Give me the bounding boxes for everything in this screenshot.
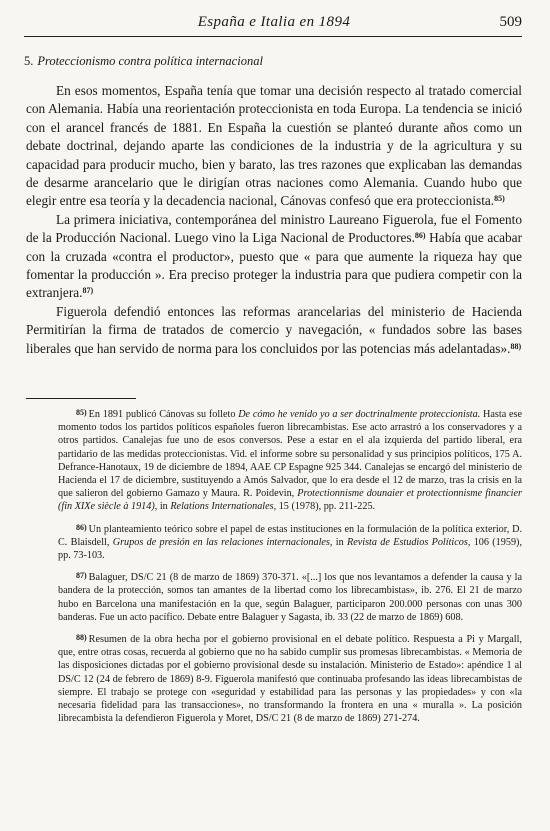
footnote [58,406,522,514]
footnote-text: in [157,501,171,513]
running-title: España e Italia en 1894 [197,14,351,30]
section-title: Proteccionismo contra política internacional [37,54,263,68]
body-text [26,82,522,358]
footnote [58,521,522,563]
note-ref: 86) [414,231,426,241]
footnote-number: 86) [76,522,87,532]
footnote-text: Balaguer, DS/C 21 (8 de marzo de 1869) 370-371. «[...] los que nos levantamos a defender la causa y la bandera de la protección, somos tan amantes de la libertad como los librecambistas», ib. 276. El 21 de marzo hubo en Barcelona una manifestación en la que, según Balaguer, participaron 200.000 personas con unas 300 banderas. Fue un acto pacífico. Debate entre Balaguer y Sagasta, ib. 33 (22 de marzo de 1869) 608. [58,572,522,623]
footnote-italic: Revista de Estudios Políticos, [347,536,471,548]
footnote-italic: Grupos de presión en las relaciones internacionales, [112,536,333,548]
header-rule [24,36,522,37]
footnote-text: En 1891 publicó Cánovas su folleto [88,409,239,420]
note-ref: 88) [510,341,522,351]
section-heading [24,54,263,69]
footnote-text: 15 (1978), pp. 211-225. [276,501,376,513]
footnote-italic: Protectionnisme dounaier et protectionnisme financier (fin XIXe siècle à 1914), [58,488,522,513]
footnote-italic: Relations Internationales, [170,501,277,513]
footnote-rule [26,398,136,399]
note-ref: 85) [494,194,505,204]
paragraph-text: Había que acabar con la cruzada «contra el productor», puesto que « para que aumente la riqueza hay que fomentar la producción ». Era preciso proteger la industria para que pudiera competir con la extranjera. [26,230,523,301]
footnote-text: Resumen de la obra hecha por el gobierno provisional en el debate político. Respuesta a Pi y Margall, que, entre otras cosas, recuerda al gobierno que no ha sabido cumplir sus promesas librecambistas. « Memoria de las disposiciones dictadas por el gobierno provisional desde su instalación. Ministerio de Estado»: apéndice 1 al DS/C 12 (24 de febrero de 1869) 8-9. Figuerola manifestó que continuaba profesando las ideas librecambistas de siempre. El trabajo se protege con «seguridad y estabilidad para las personas y las propiedades» y con «la necesaria fidelidad para las transacciones», no transformando la frontera en una « muralla ». La posición librecambista la defendieron Figuerola y Moret, DS/C 21 (8 de marzo de 1869) 271-274. [58,634,522,725]
paragraph-text: Figuerola defendió entonces las reformas arancelarias del ministerio de Hacienda Permitirían la firma de tratados de comercio y navegación, « fundados sobre las bases liberales que han servido de norma para los concluidos por las potencias más adelantadas». [26,303,522,356]
paragraph [26,211,522,303]
footnote-number: 85) [76,408,87,417]
footnote [58,631,522,725]
footnote-italic: De cómo he venido yo a ser doctrinalmente proteccionista. [238,409,481,420]
paragraph-text: La primera iniciativa, contemporánea del ministro Laureano Figuerola, fue el Fomento de la Producción Nacional. Luego vino la Liga Nacional de Productores. [26,211,522,246]
footnote-text: Hasta ese momento todos los partidos políticos españoles fueron librecambistas. Ese acto arrastró a los conservadores y a otros partidos. Canalejas fue uno de esos conversos. Pese a estar en el ala izquierda del partido liberal, era partidario de las medidas proteccionistas. Vid. el informe sobre su personalidad y sus principios políticos, 175 A. Defrance-Hanotaux, 19 de diciembre de 1894, AAE CP Espagne 925 344. Canalejas se encargó del ministerio de Hacienda el 17 de diciembre, sustituyendo a Amós Salvador, que lo era desde el 12 de marzo, tras la crisis en la que salieron del gobierno Gamazo y Maura. R. Poidevin, [58,409,522,500]
page-header [26,14,522,38]
paragraph-text: En esos momentos, España tenía que tomar una decisión respecto al tratado comercial con Alemania. Había una reorientación proteccionista en toda Europa. La tendencia se inició con el arancel francés de 1881. En España la cuestión se planteó durante años como un debate doctrinal, dejando aparte las condiciones de la industria y de la agricultura y su capacidad para producir mucho, bien y barato, las tres razones que explicaban las demandas de desarme arancelario que le dirigían otras naciones como Alemania. Cuando hubo que elegir entre esa teoría y la decadencia nacional, Cánovas confesó que era proteccionista. [26,83,522,209]
page-number: 509 [499,14,522,30]
footnote-text: 106 (1959), pp. 73-103. [58,536,522,562]
footnotes [58,406,522,732]
footnote-text: Un planteamiento teórico sobre el papel de estas instituciones en la formulación de la política exterior, D. C. Blaisdell, [58,523,522,548]
footnote [58,569,522,624]
note-ref: 87) [82,286,94,296]
footnote-text: in [332,536,347,548]
footnote-number: 88) [76,633,87,643]
section-number: 5. [24,54,34,68]
paragraph [26,82,522,211]
footnote-number: 87) [76,571,87,581]
paragraph [26,303,522,358]
